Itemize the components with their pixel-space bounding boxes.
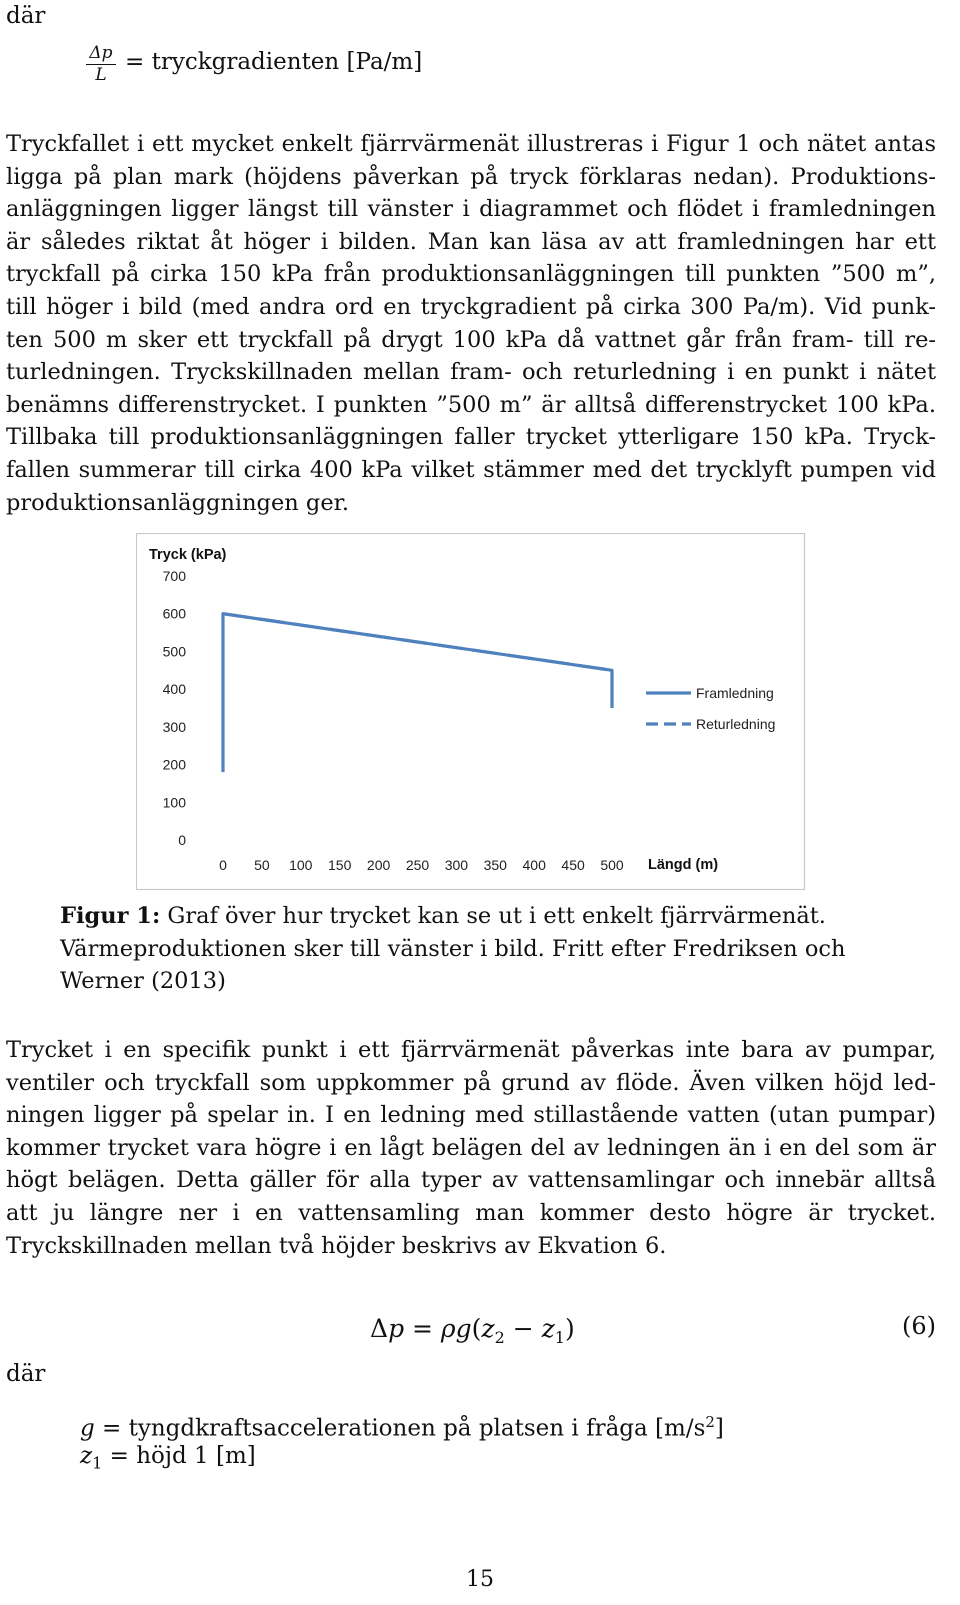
fraction-dp-over-l (86, 44, 116, 85)
y-tick-label: 500 (162, 643, 186, 660)
x-tick-label: 400 (522, 857, 546, 873)
pressure-chart (136, 533, 806, 891)
fraction-definition: = tryckgradienten [Pa/m] (125, 49, 423, 75)
y-tick-label: 600 (162, 605, 186, 622)
legend-label-framledning: Framledning (696, 685, 774, 701)
x-tick-label: 250 (405, 857, 430, 873)
x-tick-label: 150 (328, 857, 352, 873)
figure-caption (60, 900, 890, 998)
x-tick-label: 50 (254, 857, 270, 873)
y-tick-label: 200 (162, 756, 186, 773)
chart-frame (137, 534, 805, 890)
x-tick-label: 200 (366, 857, 391, 873)
dar-label-bottom: där (6, 1361, 46, 1387)
definition-g-text: = tyngdkraftsaccelerationen på platsen i fråga [m/s (102, 1415, 706, 1442)
y-tick-label: 100 (162, 794, 186, 811)
y-tick-label: 400 (162, 681, 186, 698)
x-tick-label: 0 (219, 857, 227, 873)
paragraph-pressure-drop: Tryckfallet i ett mycket enkelt fjärrvärmenät illustreras i Figur 1 och nätet antas ligga på plan mark (höjdens påverkan på tryck förklaras nedan). Produktions-anläggningen ligger längst till vänster i diagrammet och flödet i framledningen är således riktat åt höger i bilden. Man kan läsa av att framledningen har ett tryckfall på cirka 150 kPa från produktionsanläggningen till punkten ”500 m”, till höger i bild (med andra ord en tryckgradient på cirka 300 Pa/m). Vid punk-ten 500 m sker ett tryckfall på drygt 100 kPa då vattnet går från fram- till re-turledningen. Tryckskillnaden mellan fram- och returledning i en punkt i nätet benämns differenstrycket. I punkten ”500 m” är alltså differenstrycket 100 kPa. Tillbaka till produktionsanläggningen faller trycket ytterligare 150 kPa. Tryck-fallen summerar till cirka 400 kPa vilket stämmer med det trycklyft pumpen vid produktionsanläggningen ger. (6, 131, 936, 516)
definition-g: g = tyngdkraftsaccelerationen på platsen i fråga $[m/s^2]$ (80, 1413, 724, 1442)
y-tick-label: 300 (162, 718, 186, 735)
x-tick-label: 100 (289, 857, 313, 873)
definition-z1: $z_1$ = höjd 1 [m] (80, 1443, 256, 1473)
x-tick-label: 350 (483, 857, 507, 873)
x-axis-title: Längd (m) (648, 857, 719, 873)
x-tick-label: 450 (561, 857, 585, 873)
definition-g-close: ] (714, 1415, 724, 1442)
page-number: 15 (466, 1567, 494, 1592)
equation-6: $\Delta p = \rho g(z_2 - z_1)$ (370, 1314, 575, 1347)
y-tick-label: 0 (178, 832, 186, 848)
caption-label: Figur 1: (60, 903, 161, 929)
equation-number: (6) (902, 1312, 936, 1340)
y-tick-label: 700 (162, 568, 186, 584)
caption-text: Graf över hur trycket kan se ut i ett enkelt fjärrvärmenät. Värmeproduktionen sker till vänster i bild. Fritt efter Fredriksen och Werner (2013) (60, 903, 846, 995)
paragraph-height-pressure: Trycket i en specifik punkt i ett fjärrvärmenät påverkas inte bara av pumpar, ventiler och tryckfall som uppkommer på grund av flöde. Även vilken höjd led-ningen ligger på spelar in. I en ledning med stillastående vatten (utan pumpar) kommer trycket vara högre i en lågt belägen del av ledningen än i en del som är högt belägen. Detta gäller för alla typer av vattensamlingar och innebär alltså att ju längre ner i en vattensamling man kommer desto högre är trycket. Tryckskillnaden mellan två höjder beskrivs av Ekvation 6. (6, 1037, 936, 1259)
dar-label-top: där (6, 3, 46, 29)
fraction-numerator: Δp (89, 43, 113, 63)
definition-z1-text: = höjd 1 [m] (109, 1443, 256, 1469)
legend-label-returledning: Returledning (696, 716, 776, 732)
x-tick-label: 300 (444, 857, 469, 873)
fraction-denominator: L (95, 65, 107, 86)
y-axis-title: Tryck (kPa) (149, 547, 227, 563)
x-tick-label: 500 (600, 857, 624, 873)
